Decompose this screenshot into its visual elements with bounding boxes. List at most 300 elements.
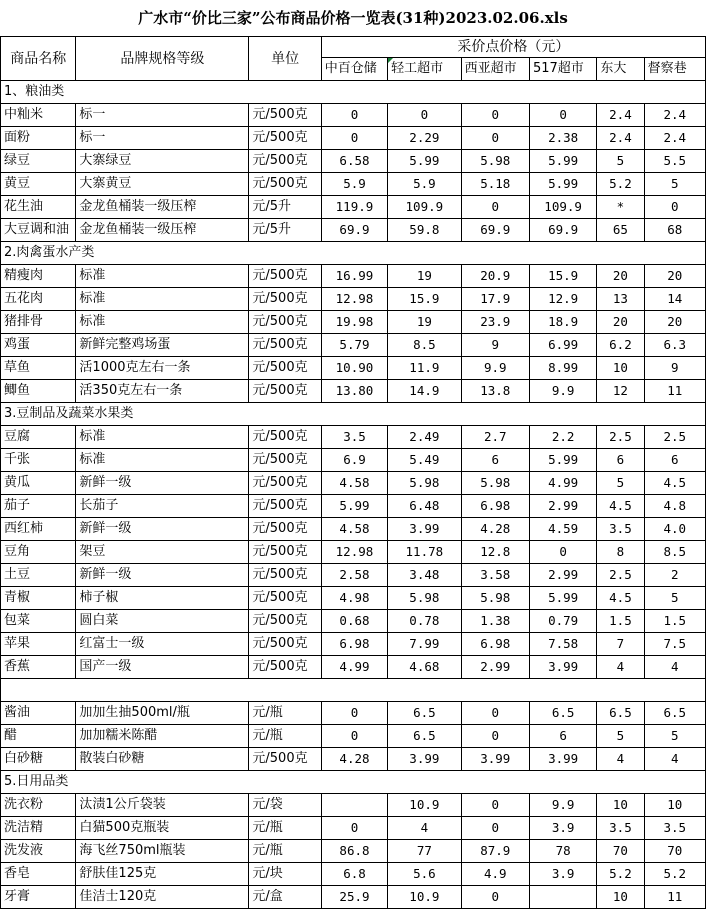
price-cell: 2.29 [388, 127, 461, 150]
price-cell: 69.9 [529, 219, 596, 242]
price-cell: 5.9 [321, 173, 387, 196]
item-spec: 新鲜完整鸡场蛋 [76, 334, 249, 357]
price-cell: 13.8 [461, 380, 529, 403]
item-name: 洗衣粉 [1, 794, 76, 817]
item-spec: 架豆 [76, 541, 249, 564]
item-name: 西红柿 [1, 518, 76, 541]
item-spec: 大寨黄豆 [76, 173, 249, 196]
price-cell: 14.9 [388, 380, 461, 403]
item-unit: 元/瓶 [249, 702, 321, 725]
table-row [1, 219, 706, 242]
table-row [1, 587, 706, 610]
item-unit: 元/袋 [249, 794, 321, 817]
price-cell: 3.99 [529, 656, 596, 679]
item-unit: 元/5升 [249, 219, 321, 242]
price-cell: 6 [461, 449, 529, 472]
price-cell: 4 [644, 748, 705, 771]
item-unit: 元/500克 [249, 518, 321, 541]
item-name: 五花肉 [1, 288, 76, 311]
item-spec: 加加糯米陈醋 [76, 725, 249, 748]
price-cell: 19.98 [321, 311, 387, 334]
item-unit: 元/瓶 [249, 725, 321, 748]
item-unit: 元/500克 [249, 334, 321, 357]
price-cell: 9.9 [529, 380, 596, 403]
price-table [0, 36, 706, 909]
price-cell: 5.79 [321, 334, 387, 357]
price-cell: 2.4 [597, 104, 644, 127]
item-spec: 活350克左右一条 [76, 380, 249, 403]
table-row [1, 288, 706, 311]
section-title: 3.豆制品及蔬菜水果类 [1, 403, 706, 426]
item-spec: 标准 [76, 449, 249, 472]
item-unit: 元/5升 [249, 196, 321, 219]
price-cell: 3.99 [388, 748, 461, 771]
price-cell: 6.5 [529, 702, 596, 725]
price-cell: 5.2 [597, 863, 644, 886]
price-cell: 6.98 [461, 495, 529, 518]
price-cell: 12 [597, 380, 644, 403]
price-cell: 1.38 [461, 610, 529, 633]
table-row [1, 380, 706, 403]
price-cell: 5.99 [529, 587, 596, 610]
price-cell: 3.99 [461, 748, 529, 771]
item-unit: 元/500克 [249, 426, 321, 449]
item-spec: 加加生抽500ml/瓶 [76, 702, 249, 725]
header-store: 轻工超市 [388, 58, 461, 81]
item-name: 苹果 [1, 633, 76, 656]
price-cell: 9 [461, 334, 529, 357]
table-row [1, 334, 706, 357]
price-cell: 5 [597, 150, 644, 173]
price-cell: 6.9 [321, 449, 387, 472]
price-cell: 10.9 [388, 794, 461, 817]
price-cell: 5 [644, 587, 705, 610]
price-cell: 2.5 [597, 564, 644, 587]
item-name: 精瘦肉 [1, 265, 76, 288]
price-cell: 19 [388, 265, 461, 288]
item-name: 醋 [1, 725, 76, 748]
price-cell: 4.99 [529, 472, 596, 495]
price-cell: 5.2 [644, 863, 705, 886]
price-cell [529, 886, 596, 909]
item-name: 绿豆 [1, 150, 76, 173]
price-cell: 6.2 [597, 334, 644, 357]
item-spec: 金龙鱼桶装一级压榨 [76, 219, 249, 242]
item-unit: 元/500克 [249, 587, 321, 610]
item-name: 黄瓜 [1, 472, 76, 495]
table-row [1, 610, 706, 633]
item-spec: 国产一级 [76, 656, 249, 679]
price-cell: 11 [644, 886, 705, 909]
price-cell: 19 [388, 311, 461, 334]
price-cell: 4 [644, 656, 705, 679]
item-unit: 元/500克 [249, 633, 321, 656]
price-cell: 4.9 [461, 863, 529, 886]
price-cell: 0.78 [388, 610, 461, 633]
price-cell: 2.4 [644, 104, 705, 127]
price-cell: 2.5 [597, 426, 644, 449]
price-cell: 18.9 [529, 311, 596, 334]
price-cell: 8.5 [644, 541, 705, 564]
price-cell: 15.9 [529, 265, 596, 288]
price-cell: 5.99 [529, 173, 596, 196]
table-row [1, 633, 706, 656]
item-spec: 标一 [76, 127, 249, 150]
item-spec: 标准 [76, 426, 249, 449]
price-cell: 3.58 [461, 564, 529, 587]
item-spec: 海飞丝750ml瓶装 [76, 840, 249, 863]
price-cell: 7 [597, 633, 644, 656]
price-cell: 25.9 [321, 886, 387, 909]
price-cell: 12.98 [321, 288, 387, 311]
item-spec: 标准 [76, 288, 249, 311]
price-cell: 10 [597, 357, 644, 380]
price-cell: 86.8 [321, 840, 387, 863]
price-cell: 77 [388, 840, 461, 863]
price-cell: 4.68 [388, 656, 461, 679]
item-unit: 元/500克 [249, 265, 321, 288]
item-name: 青椒 [1, 587, 76, 610]
price-cell: 6.98 [321, 633, 387, 656]
item-unit: 元/块 [249, 863, 321, 886]
price-cell: 0 [461, 725, 529, 748]
price-cell: 2.7 [461, 426, 529, 449]
table-row [1, 173, 706, 196]
item-spec: 标准 [76, 311, 249, 334]
price-cell: 16.99 [321, 265, 387, 288]
table-row [1, 886, 706, 909]
price-cell: 0 [461, 702, 529, 725]
price-cell: 5.5 [644, 150, 705, 173]
price-cell: 4.58 [321, 518, 387, 541]
item-unit: 元/500克 [249, 104, 321, 127]
table-row [1, 472, 706, 495]
item-spec: 大寨绿豆 [76, 150, 249, 173]
item-spec: 金龙鱼桶装一级压榨 [76, 196, 249, 219]
price-cell: 5.99 [529, 150, 596, 173]
item-unit: 元/500克 [249, 564, 321, 587]
price-cell: 3.99 [529, 748, 596, 771]
item-spec: 标准 [76, 265, 249, 288]
price-cell: 109.9 [388, 196, 461, 219]
item-unit: 元/500克 [249, 127, 321, 150]
table-row [1, 311, 706, 334]
section-title: 2.肉禽蛋水产类 [1, 242, 706, 265]
price-cell: 7.99 [388, 633, 461, 656]
price-cell: 9 [644, 357, 705, 380]
price-cell: 0 [644, 196, 705, 219]
price-cell: 7.58 [529, 633, 596, 656]
price-cell: 5.98 [461, 587, 529, 610]
item-name: 花生油 [1, 196, 76, 219]
price-cell: 5.2 [597, 173, 644, 196]
price-cell: 11.9 [388, 357, 461, 380]
price-cell: 3.5 [597, 817, 644, 840]
price-cell: 0 [461, 817, 529, 840]
price-cell: 4.8 [644, 495, 705, 518]
price-cell: 5 [597, 725, 644, 748]
section-title [1, 679, 706, 702]
price-cell: 20 [597, 265, 644, 288]
section-title: 1、粮油类 [1, 81, 706, 104]
price-cell: 5.99 [388, 150, 461, 173]
price-cell: 6.5 [644, 702, 705, 725]
price-cell: 5.98 [388, 587, 461, 610]
item-name: 土豆 [1, 564, 76, 587]
price-cell: 0 [529, 541, 596, 564]
item-name: 鸡蛋 [1, 334, 76, 357]
price-cell: 2.99 [461, 656, 529, 679]
table-row [1, 449, 706, 472]
table-row [1, 817, 706, 840]
price-cell: 87.9 [461, 840, 529, 863]
price-cell: 2.38 [529, 127, 596, 150]
price-cell: 2.49 [388, 426, 461, 449]
header-spec: 品牌规格等级 [76, 37, 249, 81]
price-cell: 1.5 [644, 610, 705, 633]
price-cell: 3.9 [529, 817, 596, 840]
item-name: 大豆调和油 [1, 219, 76, 242]
price-cell: 10 [644, 794, 705, 817]
price-cell: 3.99 [388, 518, 461, 541]
item-spec: 红富士一级 [76, 633, 249, 656]
price-cell: 2.5 [644, 426, 705, 449]
price-cell: 2.99 [529, 495, 596, 518]
price-cell: 6.8 [321, 863, 387, 886]
table-row [1, 863, 706, 886]
price-cell: 5.6 [388, 863, 461, 886]
item-name: 洗洁精 [1, 817, 76, 840]
item-spec: 活1000克左右一条 [76, 357, 249, 380]
table-row [1, 794, 706, 817]
item-name: 中籼米 [1, 104, 76, 127]
item-unit: 元/500克 [249, 173, 321, 196]
price-cell: 70 [644, 840, 705, 863]
price-cell: 69.9 [461, 219, 529, 242]
item-spec: 佳洁士120克 [76, 886, 249, 909]
price-cell: 78 [529, 840, 596, 863]
price-cell: 4.98 [321, 587, 387, 610]
price-cell: 0 [461, 886, 529, 909]
price-cell: 20 [644, 311, 705, 334]
table-row [1, 564, 706, 587]
price-cell: 0 [321, 127, 387, 150]
price-cell: * [597, 196, 644, 219]
table-row [1, 518, 706, 541]
price-cell: 11.78 [388, 541, 461, 564]
header-store: 517超市 [529, 58, 596, 81]
item-spec: 柿子椒 [76, 587, 249, 610]
price-cell: 10.90 [321, 357, 387, 380]
price-cell: 4.58 [321, 472, 387, 495]
price-cell: 0 [529, 104, 596, 127]
price-cell: 5.99 [529, 449, 596, 472]
item-name: 牙膏 [1, 886, 76, 909]
item-unit: 元/500克 [249, 472, 321, 495]
item-unit: 元/500克 [249, 150, 321, 173]
price-cell: 4.28 [461, 518, 529, 541]
header-store: 东大 [597, 58, 644, 81]
price-cell: 6 [529, 725, 596, 748]
table-row [1, 196, 706, 219]
price-cell: 4 [597, 656, 644, 679]
price-cell: 0 [321, 817, 387, 840]
item-name: 茄子 [1, 495, 76, 518]
item-name: 洗发液 [1, 840, 76, 863]
header-store: 督察巷 [644, 58, 705, 81]
price-cell: 4.5 [644, 472, 705, 495]
header-store: 西亚超市 [461, 58, 529, 81]
price-cell: 3.5 [644, 817, 705, 840]
price-cell: 9.9 [461, 357, 529, 380]
price-cell: 14 [644, 288, 705, 311]
price-cell: 4.99 [321, 656, 387, 679]
item-name: 面粉 [1, 127, 76, 150]
price-cell: 69.9 [321, 219, 387, 242]
price-cell: 0 [461, 127, 529, 150]
table-row [1, 725, 706, 748]
price-cell: 109.9 [529, 196, 596, 219]
price-cell: 5 [644, 725, 705, 748]
price-cell: 20 [644, 265, 705, 288]
price-cell: 7.5 [644, 633, 705, 656]
price-cell: 3.9 [529, 863, 596, 886]
item-spec: 新鲜一级 [76, 472, 249, 495]
item-name: 豆腐 [1, 426, 76, 449]
item-name: 香皂 [1, 863, 76, 886]
price-cell: 6.5 [388, 702, 461, 725]
table-row [1, 357, 706, 380]
item-unit: 元/500克 [249, 311, 321, 334]
price-cell: 10 [597, 886, 644, 909]
item-unit: 元/500克 [249, 357, 321, 380]
table-row [1, 104, 706, 127]
price-cell: 20 [597, 311, 644, 334]
price-cell: 6.58 [321, 150, 387, 173]
item-name: 鲫鱼 [1, 380, 76, 403]
price-cell [321, 794, 387, 817]
price-cell: 6.99 [529, 334, 596, 357]
price-cell: 0.68 [321, 610, 387, 633]
price-cell: 6.3 [644, 334, 705, 357]
item-name: 猪排骨 [1, 311, 76, 334]
item-spec: 新鲜一级 [76, 518, 249, 541]
price-cell: 2 [644, 564, 705, 587]
price-cell: 5 [644, 173, 705, 196]
price-cell: 0 [321, 725, 387, 748]
price-cell: 13 [597, 288, 644, 311]
price-cell: 0 [388, 104, 461, 127]
price-cell: 6.5 [388, 725, 461, 748]
price-cell: 0 [461, 196, 529, 219]
item-unit: 元/500克 [249, 656, 321, 679]
price-cell: 12.9 [529, 288, 596, 311]
table-row [1, 495, 706, 518]
price-cell: 5.98 [461, 472, 529, 495]
item-unit: 元/500克 [249, 449, 321, 472]
price-cell: 0 [461, 104, 529, 127]
price-cell: 3.5 [321, 426, 387, 449]
price-cell: 4.5 [597, 495, 644, 518]
price-cell: 5 [597, 472, 644, 495]
item-spec: 圆白菜 [76, 610, 249, 633]
table-row [1, 656, 706, 679]
item-spec: 标一 [76, 104, 249, 127]
item-unit: 元/500克 [249, 610, 321, 633]
price-cell: 8.99 [529, 357, 596, 380]
item-name: 酱油 [1, 702, 76, 725]
header-name: 商品名称 [1, 37, 76, 81]
price-cell: 5.99 [321, 495, 387, 518]
price-cell: 2.4 [597, 127, 644, 150]
table-row [1, 127, 706, 150]
price-cell: 13.80 [321, 380, 387, 403]
price-cell: 12.8 [461, 541, 529, 564]
table-row [1, 265, 706, 288]
table-row [1, 426, 706, 449]
item-spec: 新鲜一级 [76, 564, 249, 587]
price-cell: 4.59 [529, 518, 596, 541]
price-cell: 6.98 [461, 633, 529, 656]
header-store: 中百仓储 [321, 58, 387, 81]
table-row [1, 150, 706, 173]
price-cell: 4 [597, 748, 644, 771]
price-cell: 0 [321, 104, 387, 127]
item-unit: 元/瓶 [249, 840, 321, 863]
section-title: 5.日用品类 [1, 771, 706, 794]
table-row [1, 541, 706, 564]
page-title: 广水市“价比三家”公布商品价格一览表(31种)2023.02.06.xls [138, 9, 568, 27]
price-cell: 0.79 [529, 610, 596, 633]
item-unit: 元/500克 [249, 288, 321, 311]
item-name: 黄豆 [1, 173, 76, 196]
item-name: 香蕉 [1, 656, 76, 679]
price-cell: 17.9 [461, 288, 529, 311]
price-cell: 8 [597, 541, 644, 564]
price-cell: 70 [597, 840, 644, 863]
header-price-group: 采价点价格（元） [321, 37, 705, 58]
price-cell: 59.8 [388, 219, 461, 242]
price-cell: 12.98 [321, 541, 387, 564]
price-cell: 4.5 [597, 587, 644, 610]
price-cell: 15.9 [388, 288, 461, 311]
price-cell: 0 [321, 702, 387, 725]
item-unit: 元/500克 [249, 748, 321, 771]
price-cell: 9.9 [529, 794, 596, 817]
price-cell: 6 [644, 449, 705, 472]
price-cell: 5.18 [461, 173, 529, 196]
price-cell: 1.5 [597, 610, 644, 633]
price-cell: 4.0 [644, 518, 705, 541]
price-cell: 11 [644, 380, 705, 403]
price-cell: 4.28 [321, 748, 387, 771]
price-cell: 2.99 [529, 564, 596, 587]
price-cell: 10 [597, 794, 644, 817]
price-cell: 6.48 [388, 495, 461, 518]
price-cell: 2.4 [644, 127, 705, 150]
item-name: 豆角 [1, 541, 76, 564]
item-name: 包菜 [1, 610, 76, 633]
item-spec: 汰渍1公斤袋装 [76, 794, 249, 817]
price-cell: 2.58 [321, 564, 387, 587]
price-cell: 5.9 [388, 173, 461, 196]
item-unit: 元/500克 [249, 541, 321, 564]
price-cell: 5.98 [461, 150, 529, 173]
item-unit: 元/500克 [249, 495, 321, 518]
price-cell: 8.5 [388, 334, 461, 357]
price-cell: 5.49 [388, 449, 461, 472]
item-spec: 散装白砂糖 [76, 748, 249, 771]
